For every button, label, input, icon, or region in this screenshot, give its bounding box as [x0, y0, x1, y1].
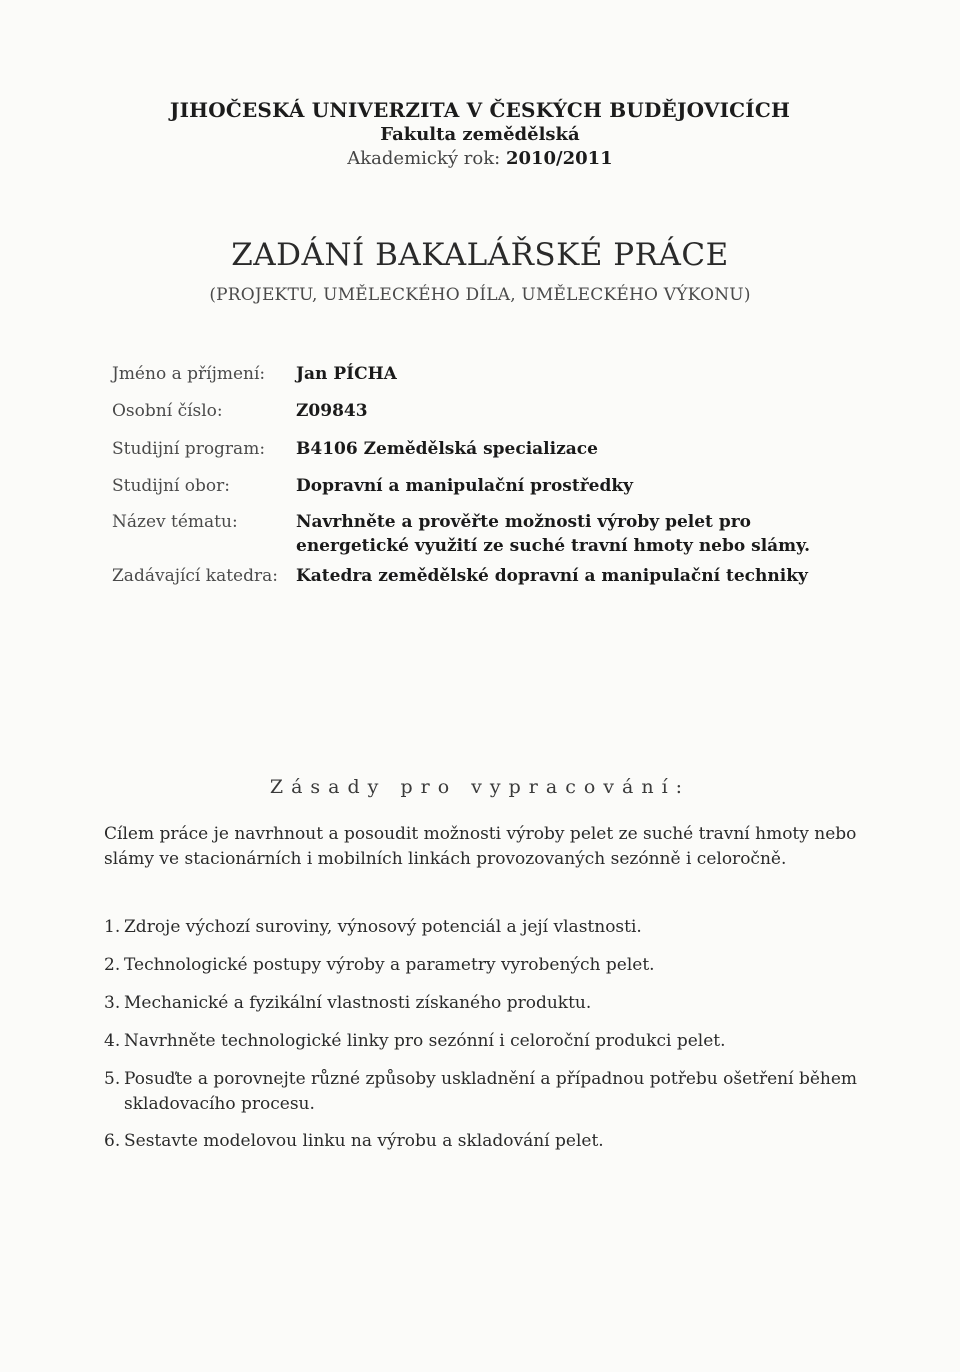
list-item-text: Navrhněte technologické linky pro sezónní i celoroční produkci pelet. [124, 1031, 726, 1051]
list-item [104, 953, 864, 978]
academic-year [0, 148, 960, 169]
list-item-text: Posuďte a porovnejte různé způsoby uskladnění a případnou potřebu ošetření během [124, 1069, 858, 1089]
academic-year-label: Akademický rok: [347, 148, 501, 169]
list-item-text: Mechanické a fyzikální vlastnosti získaného produktu. [124, 993, 592, 1013]
principles-intro-line2: slámy ve stacionárních i mobilních linkách provozovaných sezónně i celoročně. [104, 849, 787, 869]
program-value: B4106 Zemědělská specializace [296, 439, 598, 459]
department-value: Katedra zemědělské dopravní a manipulační techniky [296, 566, 808, 586]
list-item-number: 4. [104, 1031, 121, 1051]
field-label: Studijní obor: [112, 476, 231, 496]
academic-year-value: 2010/2011 [505, 148, 613, 169]
topic-value-line1: Navrhněte a prověřte možnosti výroby pelet pro [296, 512, 752, 532]
list-item [104, 915, 864, 940]
list-item-text: Technologické postupy výroby a parametry vyrobených pelet. [124, 955, 655, 975]
faculty-name: Fakulta zemědělská [380, 124, 580, 145]
document-title: ZADÁNÍ BAKALÁŘSKÉ PRÁCE [231, 237, 729, 273]
principles-intro [104, 822, 864, 872]
field-value: Dopravní a manipulační prostředky [296, 476, 634, 496]
list-item-text-continued: skladovacího procesu. [124, 1094, 315, 1114]
list-item-text: Sestavte modelovou linku na výrobu a skladování pelet. [124, 1131, 604, 1151]
list-item-number: 3. [104, 993, 121, 1013]
id-label: Osobní číslo: [112, 401, 223, 421]
list-item-number: 6. [104, 1131, 121, 1151]
id-value: Z09843 [296, 401, 368, 421]
name-label: Jméno a příjmení: [112, 364, 266, 384]
list-item [104, 1129, 864, 1154]
topic-label: Název tématu: [112, 512, 238, 532]
university-name: JIHOČESKÁ UNIVERZITA V ČESKÝCH BUDĚJOVICÍCH [169, 98, 791, 122]
topic-value-line2: energetické využití ze suché travní hmoty nebo slámy. [296, 536, 811, 556]
program-label: Studijní program: [112, 439, 266, 459]
list-item [104, 1067, 864, 1117]
list-item [104, 991, 864, 1016]
list-item-number: 5. [104, 1069, 121, 1089]
principles-intro-line1: Cílem práce je navrhnout a posoudit možnosti výroby pelet ze suché travní hmoty nebo [104, 824, 857, 844]
list-item-text: Zdroje výchozí suroviny, výnosový potenciál a její vlastnosti. [124, 917, 642, 937]
name-value: Jan PÍCHA [296, 364, 397, 384]
list-item [104, 1029, 864, 1054]
department-label: Zadávající katedra: [112, 566, 278, 586]
list-item-number: 1. [104, 917, 121, 937]
list-item-number: 2. [104, 955, 121, 975]
principles-heading: Zásady pro vypracování: [269, 776, 691, 798]
document-subtitle: (PROJEKTU, UMĚLECKÉHO DÍLA, UMĚLECKÉHO VÝKONU) [209, 285, 751, 305]
